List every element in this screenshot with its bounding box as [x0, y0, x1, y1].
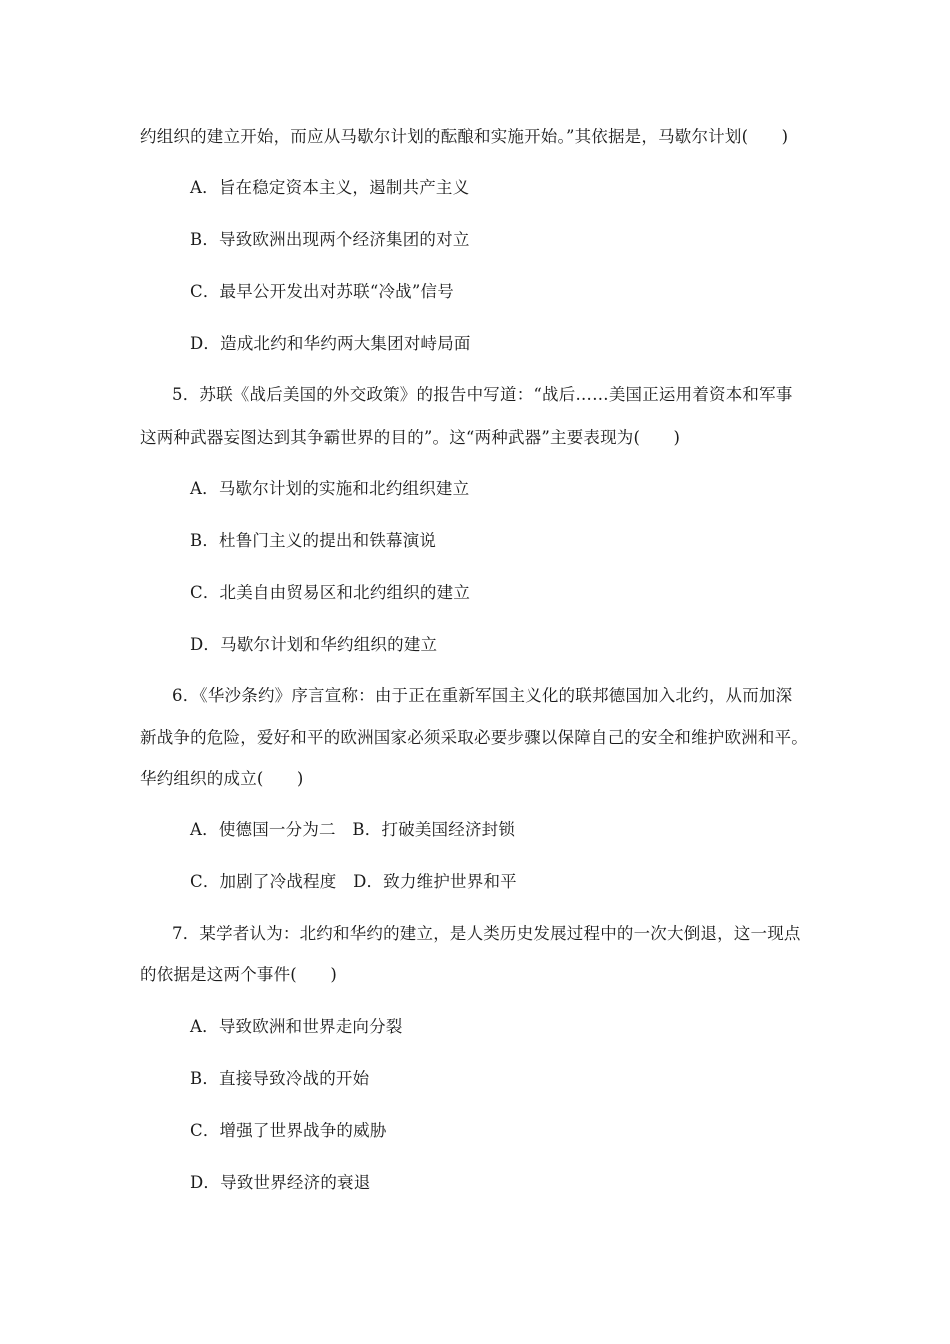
q6-options-row-2: C．加剧了冷战程度 D．致力维护世界和平: [190, 872, 517, 891]
q7-option-d: D．导致世界经济的衰退: [190, 1173, 371, 1192]
q7-option-a: A．导致欧洲和世界走向分裂: [190, 1017, 403, 1036]
q5-option-c: C．北美自由贸易区和北约组织的建立: [190, 583, 471, 602]
q6-stem-line-1: 6．《华沙条约》序言宣称：由于正在重新军国主义化的联邦德国加入北约，从而加深: [172, 686, 793, 705]
q5-option-d: D．马歇尔计划和华约组织的建立: [190, 635, 438, 654]
q6-stem-line-2: 新战争的危险，爱好和平的欧洲国家必须采取必要步骤以保障自己的安全和维护欧洲和平。: [140, 728, 808, 747]
q7-option-b: B．直接导致冷战的开始: [190, 1069, 370, 1088]
q5-option-b: B．杜鲁门主义的提出和铁幕演说: [190, 531, 437, 550]
q4-option-b: B．导致欧洲出现两个经济集团的对立: [190, 230, 470, 249]
q7-stem-line-1: 7．某学者认为：北约和华约的建立，是人类历史发展过程中的一次大倒退，这一现点: [172, 924, 801, 943]
q7-option-c: C．增强了世界战争的威胁: [190, 1121, 387, 1140]
q5-stem-line-2: 这两种武器妄图达到其争霸世界的目的”。这“两种武器”主要表现为( ): [140, 428, 681, 447]
q4-stem-continuation: 约组织的建立开始，而应从马歇尔计划的酝酿和实施开始。”其依据是，马歇尔计划( ): [140, 127, 789, 146]
q5-option-a: A．马歇尔计划的实施和北约组织建立: [190, 479, 470, 498]
q6-options-row-1: A．使德国一分为二 B．打破美国经济封锁: [190, 820, 516, 839]
q7-stem-line-2: 的依据是这两个事件( ): [140, 965, 337, 984]
q4-option-c: C．最早公开发出对苏联“冷战”信号: [190, 282, 454, 301]
q6-stem-line-3: 华约组织的成立( ): [140, 769, 304, 788]
q5-stem-line-1: 5．苏联《战后美国的外交政策》的报告中写道：“战后……美国正运用着资本和军事: [172, 385, 793, 404]
q4-option-a: A．旨在稳定资本主义，遏制共产主义: [190, 178, 470, 197]
q4-option-d: D．造成北约和华约两大集团对峙局面: [190, 334, 471, 353]
